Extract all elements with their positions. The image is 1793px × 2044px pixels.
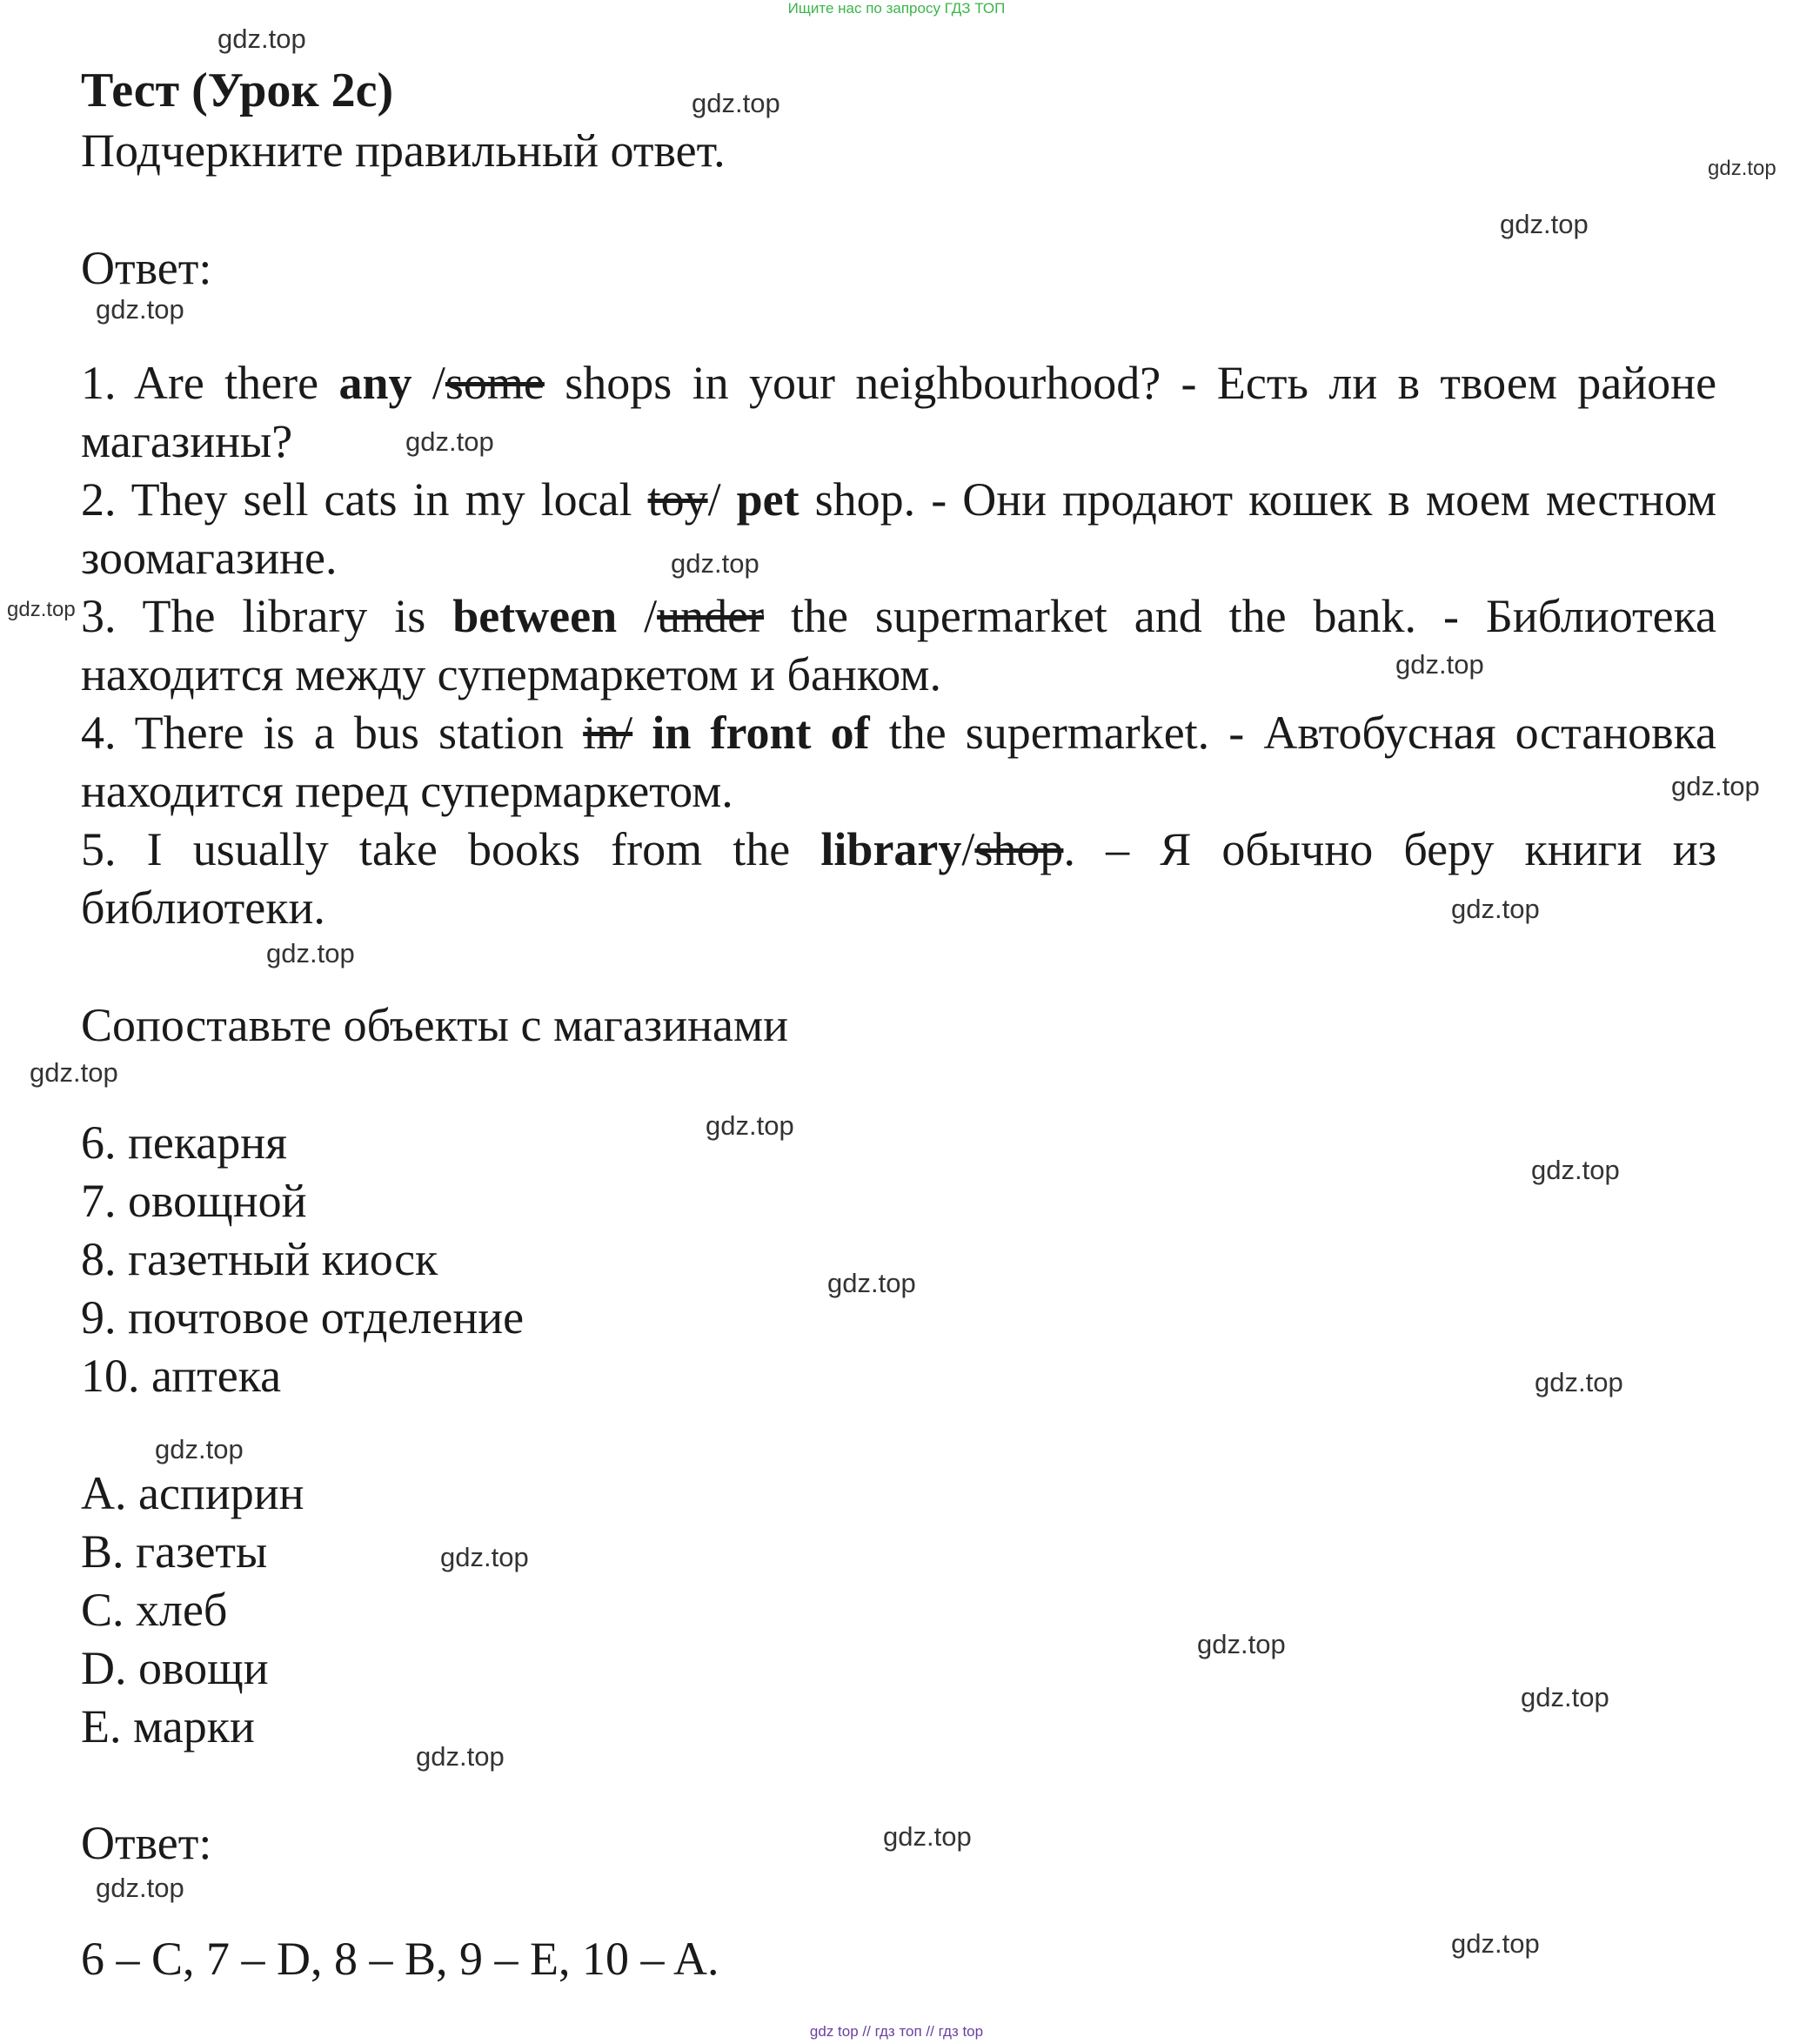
- final-answer: 6 – C, 7 – D, 8 – B, 9 – E, 10 – A.: [81, 1933, 719, 1985]
- watermark: gdz.top: [1521, 1682, 1609, 1712]
- watermark: gdz.top: [1531, 1155, 1620, 1185]
- watermark: gdz.top: [155, 1434, 244, 1464]
- watermark: gdz.top: [266, 938, 355, 968]
- shop-item-10: 10. аптека: [81, 1350, 282, 1402]
- watermark: gdz.top: [7, 598, 76, 621]
- watermark: gdz.top: [96, 1873, 184, 1903]
- bottom-banner[interactable]: gdz top // гдз топ // гдз top: [809, 2023, 984, 2040]
- object-item-c: C. хлеб: [81, 1584, 228, 1636]
- watermark: gdz.top: [1671, 771, 1760, 801]
- answer-item-5: 5. I usually take books from the library/shop. – Я обычно беру книги из библиотеки.: [81, 823, 1716, 934]
- answer-item-4: 4. There is a bus station in/ in front of the supermarket. - Автобусная остановка находится перед супермаркетом.: [81, 707, 1716, 817]
- answer-label-2: Ответ:: [81, 1817, 212, 1869]
- watermark: gdz.top: [1535, 1367, 1623, 1397]
- watermark: gdz.top: [883, 1821, 972, 1852]
- object-item-a: A. аспирин: [81, 1467, 304, 1519]
- watermark: gdz.top: [1708, 157, 1776, 180]
- watermark: gdz.top: [1451, 1928, 1540, 1959]
- instruction-match: Сопоставьте объекты с магазинами: [81, 999, 789, 1051]
- shop-item-7: 7. овощной: [81, 1175, 307, 1227]
- watermark: gdz.top: [1500, 209, 1589, 239]
- watermark: gdz.top: [416, 1741, 505, 1772]
- answer-item-1: 1. Are there any /some shops in your neighbourhood? - Есть ли в твоем районе магазины?: [81, 357, 1717, 467]
- shop-item-9: 9. почтовое отделение: [81, 1291, 525, 1344]
- watermark: gdz.top: [96, 294, 184, 325]
- watermark: gdz.top: [405, 426, 494, 457]
- watermark: gdz.top: [692, 88, 780, 118]
- page-title: Тест (Урок 2с): [81, 64, 394, 117]
- answer-label: Ответ:: [81, 242, 212, 294]
- answer-item-3: 3. The library is between /under the supermarket and the bank. - Библиотека находится между супермаркетом и банком.: [81, 590, 1716, 700]
- instruction-underline: Подчеркните правильный ответ.: [81, 124, 726, 177]
- watermark: gdz.top: [1197, 1629, 1286, 1659]
- object-item-e: E. марки: [81, 1700, 255, 1752]
- watermark: gdz.top: [827, 1268, 916, 1298]
- shop-item-8: 8. газетный киоск: [81, 1233, 438, 1285]
- shop-item-6: 6. пекарня: [81, 1116, 287, 1169]
- watermark: gdz.top: [440, 1542, 529, 1572]
- object-item-b: B. газеты: [81, 1525, 268, 1578]
- watermark: gdz.top: [1451, 894, 1540, 924]
- answer-item-2: 2. They sell cats in my local toy/ pet shop. - Они продают кошек в моем местном зоомагазине.: [81, 473, 1716, 584]
- object-item-d: D. овощи: [81, 1642, 269, 1694]
- watermark: gdz.top: [217, 23, 306, 54]
- watermark: gdz.top: [1395, 649, 1484, 680]
- watermark: gdz.top: [671, 548, 759, 579]
- watermark: gdz.top: [706, 1110, 794, 1141]
- top-banner[interactable]: Ищите нас по запросу ГДЗ ТОП: [787, 0, 1006, 17]
- watermark: gdz.top: [30, 1057, 118, 1088]
